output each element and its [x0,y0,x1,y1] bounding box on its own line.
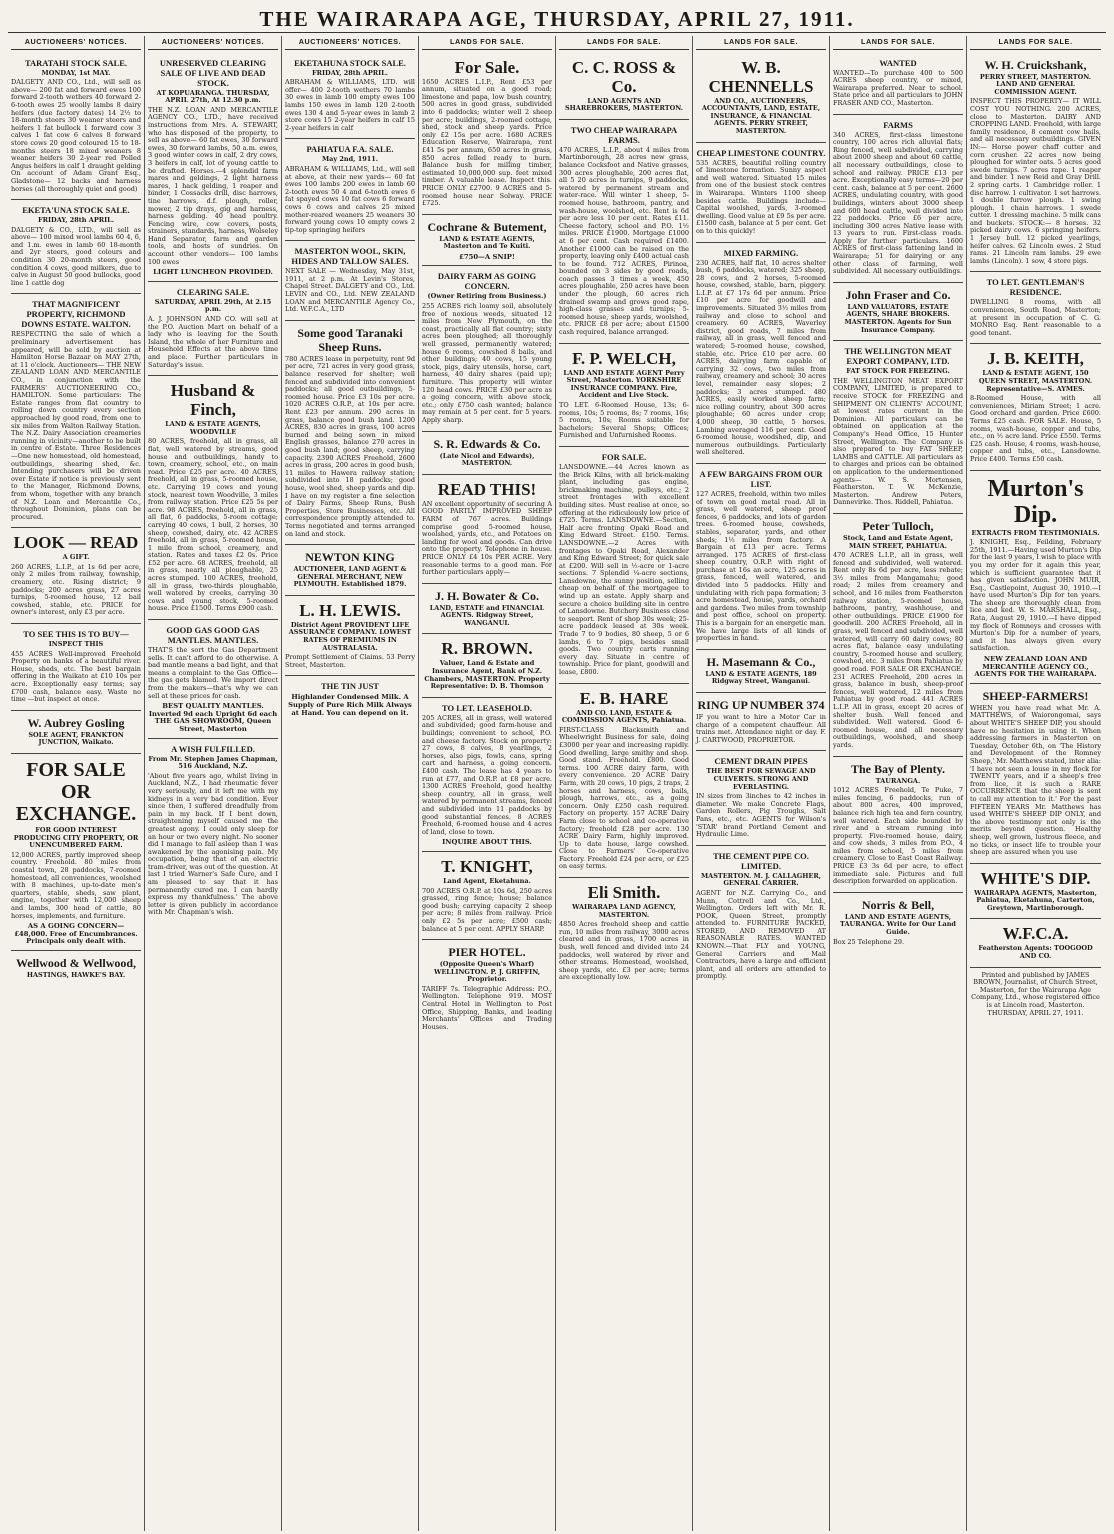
ad-title: J. H. Bowater & Co. [434,588,540,603]
advertisement [696,751,826,845]
ad-subtitle: FOR GOOD INTEREST PRODUCING CITY PROPERTY, OR UNENCUMBERED FARM. [13,825,139,850]
advertisement [833,283,963,341]
ad-title: F. P. WELCH, [572,348,676,368]
advertisement [11,951,141,986]
advertisement [696,243,826,464]
ad-title: WHITE'S DIP. [980,868,1091,888]
ad-title: L. H. LEWIS. [299,600,401,620]
advertisement [559,53,689,120]
ad-body: 535 ACRES, beautiful rolling country of limestone formation. Sunny aspect and well watered. Situated 15 miles from one of the busiest stock centres in Wairarapa. Winters 1100 sheep besides cattle. Buildings include—Capital woolshed, yards, 3-roomed dwelling. Good value at £9 5s per acre. £1500 cash, balance at 5 per cent. Get on to this quickly! [696,158,826,235]
advertisement [148,620,278,739]
ad-body: ABRAHAM & WILLIAMS, Ltd., will sell at above, at their new yards— 60 fat ewes 100 lambs 200 ewes in lamb 60 2-tooth ewes 50 4 and 6-tooth ewes 6 fat spayed cows 10 fat cows 6 forward cows 6 cows and calves 25 mixed mother-reared weaners 25 weaners 30 forward young cows 10 empty cows 2 tip-top springing heifers [285,164,415,234]
ad-title: NEWTON KING [305,550,395,565]
advertisement [970,471,1101,684]
ad-subtitle: May 2nd, 1911. [321,155,379,164]
ad-body: IF you want to hire a Motor Car in charge of a competent chauffeur. All trains met. Attendance night or day. F. J. CARTWOOD, PROPRIETOR. [696,713,826,744]
ad-title: THAT MAGNIFICENT PROPERTY, RICHMOND DOWNS ESTATE. WALTON. [21,299,131,330]
ad-footer: BEST QUALITY MANTLES. Inverted 9d each Upright 6d each THE GAS SHOWROOM, Queen Street, Masterton [148,702,278,733]
ad-body: 80 ACRES, freehold, all in grass, all flat, well watered by streams, good house and outbuildings, handy to town, creamery, school, etc., on main road. Price £25 per acre. 40 ACRES, freehold, all in grass, 5-roomed house, etc. Carrying 19 cows and young stock, nearest town Woodville, 3 miles from railway station. Price £25 5s per acre. 98 ACRES, freehold, all in grass, all flat, 6 paddocks, 5-room cottage; carrying 40 cows, 1 bull, 2 horses, 30 sheep, cowshed, dairy, etc. 42 ACRES freehold, all in grass, 5-roomed house, 1 mile from school, creamery, and station. Rates and taxes £2 0s. Price £52 per acre. 68 ACRES, freehold, all in grass, nearly all ploughable, 25 acres stumped. 100 ACRES, freehold, all in grass, two-thirds ploughable, well watered by creeks, carrying 30 cows and young stock, 5-roomed house. Price £1500. Terms £900 cash. [148,437,278,613]
advertisement [148,282,278,376]
ad-body: WHEN you have read what Mr. A. MATTHEWS, of Waiorongomai, says about WHITE'S SHEEP DIP, you should have no hesitation in using it. When addressing farmers in Masterton on Tuesday, October 6th, on 'The History and Development of the Romney Sheep,' Mr. Matthews stated, inter alia: 'I have not seen a louse in my flock for TWENTY years, and if a sheep's free from lice, it is such a RARE OCCURRENCE that the sheep is sent to call my attention to it.' For the past FIFTEEN YEARS Mr. Matthews has used WHITE'S SHEEP DIP ONLY, and the above testimony not only is the merits beyond question. Healthy sheep, well grown, lustrous fleece, and no ticks, or insect life to trouble your sheep are assured when you use [970,703,1101,857]
ad-title: THE CEMENT PIPE CO. LIMITED. [713,850,809,871]
ad-title: Some good Taranaki Sheep Runs. [297,325,403,354]
ad-body: J. KNIGHT, Esq., Feilding, February 25th, 1911.—Having used Murton's Dip for the last 9 years, I wish to place with you my order for it again this year, which is sufficient guarantee that it has given satisfaction. JOHN MUIR, Esq., Castlepoint, August 30, 1910.—I have used Murton's Dip for ten years. The sheep are thoroughly clean from lice and ked. W. S. MARSHALL, Esq., Rata, August 29, 1910.—I have dipped my flock of Romneys and crosses with Murton's Dip for a number of years, and it has always given every satisfaction. [970,538,1101,653]
ad-subtitle: AT KOPUARANGA. THURSDAY, APRIL 27th, At 12.30 p.m. [156,88,270,105]
ad-title: J. B. KEITH, [987,349,1084,369]
column-header: LANDS FOR SALE. [559,36,689,50]
advertisement [422,53,552,215]
ad-subtitle: SATURDAY, APRIL 29th, At 2.15 p.m. [154,297,272,314]
ad-title: A FEW BARGAINS FROM OUR LIST. [699,468,823,489]
column-header: AUCTIONEERS' NOTICES. [285,36,415,50]
ad-body: 455 ACRES Well-improved Freehold Property on banks of a beautiful river. House, sheds, etc. The best bargain offering in the Waikato at £10 10s per acre. Exceptionally easy terms; say £700 cash, balance easy. Waste no time —but inspect at once. [11,649,141,704]
ad-title: W. Aubrey Gosling [27,715,125,730]
advertisement [696,143,826,243]
ad-footer: LIGHT LUNCHEON PROVIDED. [153,268,273,277]
ad-subtitle: FAT STOCK FOR FREEZING. [846,367,950,376]
ad-body: A. J. JOHNSON AND CO. will sell at the P.O. Auction Mart on behalf of a lady who is leaving for the South Island, the whole of her Furniture and Household Effects at the above time and place. Further particulars in Saturday's issue. [148,315,278,369]
ad-title: S. R. Edwards & Co. [433,436,541,451]
column-3 [282,36,419,1531]
advertisement [285,596,415,677]
ad-subtitle: SOLE AGENT, FRANKTON JUNCTION, Waikato. [28,730,124,747]
ad-body: 260 ACRES, L.I.P., at 1s 6d per acre, only 2 miles from railway, township, creamery, etc. Rising district; 9 paddocks; 200 acres grass, 27 acres turnips, 5-roomed house, 12 bail cowshed, stable, etc. PRICE for owner's interest, only £3 per acre. [11,562,141,617]
advertisement [422,475,552,584]
advertisement [11,624,141,711]
column-header: AUCTIONEERS' NOTICES. [148,36,278,50]
advertisement [148,376,278,620]
ad-subtitle: WAIRARAPA AGENTS, Masterton, Pahiatua, Eketahuna, Carterton, Greytown, Martinborough. [974,888,1097,912]
ad-subtitle: MONDAY, 1st MAY. [41,68,111,77]
ad-body: 470 ACRES L.I.P., all in grass, well fenced and subdivided, well watered. Rent only 8s 6d per acre, less rebate; 3½ miles from Mangamahu; good road; 2 miles from creamery and school, and 16 miles from Featherston railway station, 5-roomed house, bathroom, pantry, washhouse, and other outbuildings. PRICE £1900 for goodwill. 200 ACRES Freehold, all in grass, well fenced and subdivided, well watered, will carry 60 dairy cows; 80 acres flat, balance easy undulating country, 5-roomed house and scullery, cowshed, etc. 3 miles from Pahiatua by good road. FOR SALE OR EXCHANGE. 231 ACRES Freehold, 200 acres in grass, balance in bush, sheep-proof fences, well watered, 12 miles from Pahiatua by good road. 441 ACRES L.I.P. All in grass, except 20 acres of shelter bush. Well fenced and subdivided. Well watered. Good 6-roomed house, and all necessary outbuildings, woolshed, and sheep yards. [833,551,963,749]
ad-title: MIXED FARMING. [723,247,799,258]
ad-subtitle: AUCTIONEER, LAND AGENT & GENERAL MERCHANT, NEW PLYMOUTH. Established 1879. [293,565,407,589]
ad-title: GOOD GAS GOOD GAS MANTLES. MANTLES. [166,625,260,646]
ad-body: TO LET. 6-Roomed House, 13s; 6-rooms, 10s; 5 rooms, 8s; 7 rooms, 16s; 5 rooms, 10s; Rooms suitable for bachelors; Several Shops; Offices; Furnished and Unfurnished Rooms. [559,401,689,440]
masthead: THE WAIRARAPA AGE, THURSDAY, APRIL 27, 1911. [8,6,1106,33]
ad-title: LOOK — READ [13,533,139,553]
ad-body: DWELLING 8 rooms, with all conveniences, South Road, Masterton; at present in occupation of C. G. MONRO Esq. Rent reasonable to a good tenant. [970,298,1101,337]
ad-title: H. Masemann & Co., [706,654,816,669]
advertisement [559,120,689,344]
ad-body: AN excellent opportunity of securing A GOOD PARTLY IMPROVED SHEEP FARM of 767 acres. Buildings comprise good 5-roomed house, woolshed, yards, etc., and Potatoes on landing for wool and goods. Can drive onto the property. Telephone in house. PRICE ONLY £4 10s PER ACRE. Very reasonable terms to a good man. For further particulars apply— [422,499,552,577]
ad-subtitle: LAND & ESTATE AGENTS, 189 Ridgway Street, Wanganui. [705,669,817,686]
advertisement [148,739,278,923]
column-8 [967,36,1104,1531]
ad-body: 'About five years ago, whilst living in Auckland, N.Z., I had rheumatic fever very seriously, and it left me with my kidneys in a very bad condition. Ever since then, I suffered dreadfully from pain in my back. If I bent down, straightening myself caused me the greatest agony. I could only sleep for an hour or two every night. No sooner did I manage to fall asleep than I was awakened by the agonising pain. My occupation, being that of an electric tram-driver, was out of the question. At last I tried Warner's Safe Cure, and I am pleased to say that it has permanently cured me. I can hardly express my thankfulness.' The above letter is given publicly in accordance with Mr. Chapman's wish. [148,771,278,917]
ad-subtitle: AND CO., AUCTIONEERS, ACCOUNTANTS, LAND, ESTATE, INSURANCE, & FINANCIAL AGENTS. PERRY STREET, MASTERTON. [701,96,821,135]
advertisement [696,464,826,650]
ad-title: CLEARING SALE. [176,286,250,297]
ad-body: RESPECTING the sale of which a preliminary advertisement has appeared, will be sold by auction at Hamilton Horse Bazaar on MAY 27th, at 11 o'clock. Auctioneers— THE NEW ZEALAND LOAN AND MERCANTILE CO., in conjunction with the FARMERS' AUCTIONEERING CO., HAMILTON. Some particulars: The Estate ranges from flat country to rolling down country every section approached by good road, from one to six miles from Walton Railway Station. The N.Z. Dairy Association creameries running in vicinity—another to be built in centre of Estate. Three Residences —One new homestead, old homestead, outbuildings, shearing shed, &c. Intending purchasers will be driven over Estate if notice is previously sent to the Manager, Richmond Downs, from whom, together with any branch of N.Z. Loan and Mercantile Co., throughout Dominion, plans can be procured. [11,330,141,521]
column-6 [693,36,830,1531]
advertisement [559,878,689,988]
ad-title: Cochrane & Butement, [427,219,547,234]
ad-title: Murton's Dip. [987,475,1084,528]
ad-subtitle: FRIDAY, 28th APRIL. [38,216,114,225]
ad-subtitle: LAND, ESTATE and FINANCIAL AGENTS. Ridgway Street, WANGANUI. [429,603,545,627]
column-4 [419,36,556,1531]
ad-subtitle: LAND AGENTS AND SHAREBROKERS, MASTERTON. [564,96,684,113]
ad-body: 205 ACRES, all in grass, well watered and subdivided; good farm-house and buildings; convenient to school, P.O. and cheese factory. Stock on property: 27 cows, 8 calves, 8 yearlings, 2 horses, also pigs, fowls, cans, spring cart and harness, a going concern. £400 cash. The lease has 4 years to run at £77, and O.R.P. at £8 per acre. 1300 ACRES Freehold, good healthy sheep country, all in grass, well watered by permanent streams, fenced and subdivided into 11 paddocks by good substantial fences. 8 ACRES Freehold, 6-roomed house and 4 acres of land, close to town. [422,713,552,836]
ad-body: 780 ACRES lease in perpetuity, rent 9d per acre, 721 acres in very good grass, balance reserved for shelter; well fenced and subdivided into convenient paddocks; all good outbuildings, 5-roomed house. Price £3 10s per acre. 1020 ACRES O.R.P., at 10s per acre. Rent £23 per annum. 290 acres in grass, balance good bush land. 1200 ACRES, 830 acres in grass, 100 acres burned and being sown in mixed English grasses, balance 270 acres in good bush land; good sheep, carrying capacity. 2390 ACRES Freehold, 2600 acres in grass, 200 acres in good bush, 11 miles to Hawera railway station; subdivided into 18 paddocks; good house, wool shed, sheep yards and dip. I have on my register a fine selection of Dairy Farms, Sheep Runs, Bush Properties, Store Businesses, etc. All correspondence promptly attended to. Terms negotiated and terms arranged on land and stock. [285,354,415,538]
ad-body: TARIFF 7s. Telegraphic Address: P.O., Wellington. Telephone 919. MOST Central Hotel in Wellington to Post Office, Shipping, Banks, and leading Merchants' Offices and Trading Houses. [422,984,552,1031]
column-2 [145,36,282,1531]
ad-title: DAIRY FARM AS GOING CONCERN. [437,271,537,292]
ad-body: 230 ACRES, half flat, 10 acres shelter bush, 6 paddocks, watered; 325 sheep, 28 cows, and 2 horses, 5-roomed house, cowshed, stable, barn, piggery. L.I.P. at £7 17s 6d per annum. Price £10 per acre for goodwill and improvements. Situated 3½ miles from railway and close to school and creamery. 60 ACRES, Waverley district, good roads, 7 miles from railway, all in grass, well fenced and watered; 5-roomed house, cowshed, stable, etc. Price £10 per acre. 60 ACRES, dairying farm capable of carrying 32 cows, two miles from railway, creamery and school; 30 acres level, remainder easy slopes; 2 paddocks; 3 acres stumped. 480 ACRES, easily worked sheep farm; nice rolling country, about 300 acres ploughable; 60 acres under crop; 4,000 sheep, 30 cattle, 5 horses. Lambing averaged 116 per cent. Good 6-roomed house, woodshed, dip, and numerous outbuildings. Particularly well sheltered. [696,258,826,457]
advertisement [422,432,552,475]
advertisement [285,545,415,596]
ad-title: THE TIN JUST [321,681,379,692]
ad-body: WANTED—To purchase 400 to 500 ACRES sheep country, or mixed, Wairarapa preferred. Near to school. State price and all particulars to JOHN FRASER AND CO., Masterton. [833,68,963,107]
ad-subtitle: LAND AND ESTATE AGENTS, TAURANGA. Write for Our Land Guide. [840,912,956,937]
ad-footer: Highlander Condensed Milk. A Supply of Pure Rich Milk Always at Hand. You can depend on it. [288,693,412,717]
ad-body: LANSDOWNE.—44 Acres known as the Brick Kilns, with all brick-making plant, including gas engine, brickmaking machine, pulleys, etc.; 2 street frontages with excellent building sites. Must realise at once, so offering at the ridiculously low price of £725. Terms. LANSDOWNE.—Section, Half acre fronting Opaki Road and King Edward Street. £150. Terms. LANSDOWNE.—2 Acres with frontages to Opaki Road, Alexander and King Edward Street; for quick sale at £200. Will sell in ½-acre or 1-acre sections. 7 Splendid ¼-acre sections, Lansdowne, the sunny position, selling cheap on behalf of the mortgagee to wind up an estate. Apply sharp and secure a choice building site in centre of Lansdowne. Butchery Business close to seaport. Rent of shop 30s week; 25-acre paddock leased at 30s week. Trade 7 to 9 bodies, 80 sheep, 5 or 6 lambs, 6 to 7 pigs, besides small goods. Two country carts running every day. Situate in centre of township. Price for plant, goodwill and lease, £800. [559,462,689,676]
ad-title: W.F.C.A. [1002,924,1069,944]
ad-subtitle: INSPECT THIS [48,640,104,649]
ad-subtitle: LAND AND ESTATE AGENT Perry Street, Masterton. YORKSHIRE INSURANCE COMPANY. Fire, Accident and Live Stock. [563,368,685,400]
ad-subtitle: WAIRARAPA LAND AGENCY, MASTERTON. [572,903,676,919]
advertisement [833,514,963,757]
advertisement [422,634,552,697]
ad-title: W. B. CHENNELLS [708,57,814,96]
advertisement [970,919,1101,967]
column-header: LANDS FOR SALE. [422,36,552,50]
ad-title: CHEAP LIMESTONE COUNTRY. [696,147,826,158]
ad-subtitle: HASTINGS, HAWKE'S BAY. [26,970,126,979]
advertisement [422,266,552,431]
column-header: LANDS FOR SALE. [833,36,963,50]
ad-subtitle: Stock, Land and Estate Agent, MAIN STREET, PAHIATUA. [842,533,954,550]
advertisement [970,344,1101,470]
ad-body: THAT'S the sort the Gas Department sells. It can't afford to do otherwise. A bad mantle means a bad light, and that means a complaint to the Gas Office—the gas gets blamed. We import direct from the makers—that's why we can sell at these prices for cash. [148,646,278,700]
ad-title: A WISH FULFILLED. [171,743,255,754]
ad-subtitle: Land Agent, Eketahuna. [443,876,531,885]
ad-title: TARATAHI STOCK SALE. [24,57,128,68]
ad-title: T. KNIGHT, [441,856,533,876]
ad-subtitle: THE BEST FOR SEWAGE AND CULVERTS. STRONG AND EVERLASTING. [706,767,816,791]
ad-title: E. B. HARE [579,688,669,708]
ad-body: Prompt Settlement of Claims. 53 Perry Street, Masterton. [285,653,415,669]
advertisement [285,676,415,721]
advertisement [422,215,552,267]
advertisement [11,294,141,528]
ad-body: 700 ACRES O.R.P. at 10s 6d, 250 acres grassed, ring fence; house; balance good bush; carrying capacity 2 sheep per acre; 8 miles from railway. Price only £2 5s per acre; £500 cash; balance at 5 per cent. APPLY SHARP. [422,886,552,933]
ad-title: FARMS [883,119,913,130]
ad-body: THE N.Z. LOAN AND MERCANTILE AGENCY CO., LTD., have received instructions from Mrs. A. STEWART, who has disposed of the property, to sell as above— 60 fat ewes, 30 forward ewes, 30 forward lambs, 50 a.m. ewes, 3 good winter cows in calf, 2 dry cows, 3 heifers in calf, lot of young cattle to be drafted. Horses.—4 splendid farm mares and geldings, 2 light harness mares, 1 hack gelding, 1 reaper and binder, 1 Cossacks drill, disc harrows, tine harrows, d.f. plough, roller, mower, 2 tip drays, gig and harness, harness gelding. 40 head poultry. Fencing wire, cow covers, posts, strainers, standards, harness, Wolseley Hand Separator, farm and garden tools, and hosts of sundries. On account other vendors— 100 lambs 100 ewes [148,105,278,266]
ad-subtitle: EXTRACTS FROM TESTIMONIALS. [971,528,1100,537]
column-1 [8,36,145,1531]
column-header: LANDS FOR SALE. [970,36,1101,50]
advertisement [422,584,552,635]
ad-subtitle: (Opposite Queen's Wharf) WELLINGTON. P. J. GRIFFIN, Proprietor. [434,960,540,984]
ad-title: PAHIATUA F.A. SALE. [306,144,394,155]
ad-footer: AS A GOING CONCERN— £48,000. Free of Encumbrances. Principals only dealt with. [14,922,138,946]
advertisement [285,241,415,321]
column-7 [830,36,967,1531]
ad-subtitle: (Owner Retiring from Business.) [427,292,547,301]
ad-footer: £750—A SNIP! [459,252,515,261]
ad-title: The Bay of Plenty. [850,761,945,776]
advertisement [11,711,141,754]
ad-title: MASTERTON WOOL, SKIN, HIDES AND TALLOW SALES. [291,246,409,267]
advertisement [696,846,826,987]
advertisement [559,344,689,447]
advertisement [285,139,415,241]
ad-body: FIRST-CLASS Blacksmith and Wheelwright Business for sale, doing £3000 per year and increasing rapidly. Good dwelling, large smithy and shop. Good stand. Freehold. £800. Good terms. 100 ACRE dairy farm, with every convenience. 20 ACRE Dairy Farm, with 20 cows, 10 pigs, 2 traps, 2 horses and harness, cows, bails, plough, harrows, etc., as a going concern. Only £250 cash required. Factory on property. 157 ACRE Dairy Farm close to school and co-operative factory; freehold £28 per acre. 130 ACRE Dairy Farm, highly improved. Up to date house, large cowshed. Close to Farmers' Co-operative Factory. Freehold £24 per acre, or £25 on easy terms. [559,725,689,871]
ad-subtitle: PERRY STREET, MASTERTON. LAND AND GENERAL COMMISSION AGENT. [979,72,1092,96]
ad-subtitle: District Agent PROVIDENT LIFE ASSURANCE COMPANY. LOWEST RATES OF PREMIUMS IN AUSTRALASIA. [288,620,412,652]
advertisement [833,893,963,952]
advertisement [970,272,1101,344]
ad-subtitle: Featherston Agents: TOOGOOD AND CO. [978,944,1093,961]
ad-title: TO LET. GENTLEMAN'S RESIDENCE. [986,277,1085,298]
ad-title: Peter Tulloch, [862,518,934,533]
column-header: AUCTIONEERS' NOTICES. [11,36,141,50]
ad-body: INSPECT THIS PROPERTY— IT WILL COST YOU NOTHING. 200 ACRES, close to Masterton. DAIRY AND CROPPING LAND. Freehold, with large family residence, 8 cement cow bails, and all necessary outbuildings. GIVEN IN:— Horse power chaff cutter and corn crusher. 22 acres now being ploughed for winter oats. 5 acres good swede turnips. 7 acres rape. 1 reaper and binder. 1 new Reid and Gray Drill. 2 spring carts. 1 Cambridge roller. 1 disc harrow. 1 cultivator. 1 set harrows. 1 double furrow plough. 1 swing plough. 1 chain harrows. 1 swede cutter. 1 dressing machine. 5 milk cans and buckets. STOCK:— 8 horses. 32 picked dairy cows. 6 springing heifers. 1 Jersey bull. 12 picked yearlings, heifer calves. 62 Lincoln ewes. 2 Stud rams. 21 Lincoln ram lambs. 29 ewe lambs (Lincoln). 1 sow, 4 store pigs. [970,97,1102,265]
ad-body: 4850 Acres freehold sheep and cattle run, 10 miles from railway, 3000 acres cleared and in grass, 1700 acres in bush, well fenced and divided into 24 paddocks, well watered by river and other streams. Homestead, woolshed, sheep yards, etc. £3 per acre; terms are exceptionally low. [559,920,689,982]
ad-title: CEMENT DRAIN PIPES [714,756,808,767]
ad-subtitle: TAURANGA. [875,776,921,785]
ad-body: DALGETY AND CO., Ltd., will sell as above— 200 fat and forward ewes 100 forward 2-tooth wethers 40 forward 2-6-tooth ewes 25 woolly lambs 8 dairy heifers (due factory dates) 14 2½ to 18-month steers 30 weaner steers and heifers 1 fat bullock 1 forward cow 3 calves 1 fat cow 6 calves 8 forward store cows 20 good coloured 15 to 18-months steers 18 mixed weaners 8 weaner heifers 30 2-year red Polled Angus heifers in calf 1 draught gelding On account of Adam Grant Esq., Gladstone— 12 backs and harness horses (all thoroughly quiet and good) [11,78,141,193]
ad-title: John Fraser and Co. [845,287,951,302]
ad-title: TWO CHEAP WAIRARAPA FARMS. [570,124,678,145]
advertisement [833,757,963,893]
ad-title: UNRESERVED CLEARING SALE OF LIVE AND DEAD STOCK. [159,57,267,88]
ad-title: READ THIS! [437,479,537,499]
ad-body: 127 ACRES, freehold, within two miles of town on good metal road. All in grass, well watered, sheep proof fences, 6 paddocks, and lots of garden trees. 6-roomed house, cowsheds, stables, separator, yards, and other sheds; 1½ miles from factory. A Bargain at £13 per acre. Terms arranged. 175 ACRES of first-class sheep country, O.R.P. with right of purchase at 16s an acre, 125 acres in grass, fenced, well watered, and divided into 5 paddocks. Hilly and undulating with rich papa formation; 3 acre homestead, house, yards, orchard and gardens. Two miles from township and post office, school on property. This is a bargain for an energetic man. We have large lists of all kinds of properties in hand. [696,489,826,643]
advertisement [11,754,141,951]
ad-body: 1012 ACRES Freehold, Te Puke, 7 miles fencing, 6 paddocks, run of about 800 acres, 400 improved, balance rich high tea and fern country, well watered. Each side bounded by river and a stream running into property. Five-roomed house, dairy, and cow sheds, 3 miles from P.O., 4 miles from school, 5 miles from creamery. Close to East Coast Railway. PRICE £3 3s 6d per acre, to effect immediate sale. Pictures and full description forwarded on application. [833,786,963,886]
ad-body: 340 ACRES, first-class limestone country, 100 acres rich alluvial flats; Ring fenced, well subdivided, carrying about 2000 sheep and about 60 cattle, all necessary outbuildings, close to school and railway. PRICE £13 per acre. Exceptionally easy terms—20 per cent. cash, balance at 5 per cent. 2600 ACRES, undulating country, with good buildings, winters about 3000 sheep and 600 head cattle, well divided into 22 paddocks. Price £6 per acre, including 300 acres Native lease with 13 years to run. First-class roads. Apply for further particulars. 1600 ACRES of first-class fattening land in Wairarapa; 51 for dairying or any other class of farming, well subdivided. All necessary outbuildings. [833,130,963,276]
advertisement [11,200,141,294]
advertisement [422,698,552,852]
ad-title: Norris & Bell, [861,897,935,912]
ad-footer: INQUIRE ABOUT THIS. [442,838,532,847]
column-header: LANDS FOR SALE. [696,36,826,50]
ad-subtitle: MASTERTON. M. J. CALLAGHER, GENERAL CARRIER. [700,871,822,888]
advertisement [559,447,689,684]
ad-title: EKETAHUNA STOCK SALE. [294,57,406,68]
ad-title: EKETA'UNA STOCK SALE. [22,205,130,216]
ad-footer: NEW ZEALAND LOAN AND MERCANTILE AGENCY CO., AGENTS FOR THE WAIRARAPA. [974,655,1097,679]
ad-title: Eli Smith. [587,883,661,903]
advertisement [696,650,826,693]
advertisement [970,864,1101,920]
ad-subtitle: AND CO. LAND, ESTATE & COMMISSION AGENTS, Pahiatua. [561,708,687,725]
ad-body: 1650 ACRES L.I.P., Rent £53 per annum, situated on a good road; limestone and papa, low bush country, 500 acres in good grass, subdivided into 6 paddocks; winter well 2 sheep per acre; buildings, 2-roomed cottage, shed, stock and sheep yards. Price only £2 15s per acre. 1680 ACRES Education Reserve, Wairarapa, rent £41 5s per annum, 650 acres in grass, 850 acres felled ready to burn. Balance bush for milling timber, estimated 10,000,000 sup. feet mixed timber. A valuable lease. Inspect this. PRICE ONLY £2700. 9 ACRES and 5-roomed house near Solway. PRICE £725. [422,77,552,208]
ad-title: SHEEP-FARMERS! [982,688,1089,703]
ad-body: THE WELLINGTON MEAT EXPORT COMPANY, LIMITED, is prepared to receive STOCK for FREEZING and SHIPMENT ON CLIENTS' ACCOUNT, at lowest rates current in the Dominion. All particulars can be obtained on application at the Company's Head Office, 15 Hunter Street, Wellington. The Company is also prepared to buy FAT SHEEP, LAMBS and CATTLE. All particulars as to charges and prices can be obtained on application to the undermentioned agents— W. S. Mortensen, Featherston. T. W. McKenzie, Masterton. Andrew Peters, Dannevirke. Thos. Riddell, Pahiatua. [833,376,963,507]
ad-body: 12,000 ACRES, partly improved sheep country. Freehold. 80 miles from coastal town, 28 paddocks, 7-roomed homestead, all conveniences, woolshed with 8 machines, up-to-date men's quarters, stable, sheds, saw plant, engine, together with 12,000 sheep and lambs, 300 head of cattle, 80 horses, implements, and furniture. [11,850,141,920]
advertisement [970,53,1101,273]
advertisement [833,53,963,115]
ad-body: NEXT SALE — Wednesday, May 31st, 1911, at 2 p.m. At Levin's Stores, Chapel Street. DALGETY and CO., Ltd. LEVIN and CO., Ltd. NEW ZEALAND LOAN and MERCANTILE Agency Co., Ltd. W.F.C.A., LTD [285,267,415,314]
advertisement [833,341,963,514]
columns-container [8,36,1106,1531]
ad-subtitle: From Mr. Stephen James Chapman, 516 Auckland, N.Z. [148,754,278,771]
ad-title: WANTED [879,57,917,68]
ad-title: RING UP NUMBER 374 [697,698,825,712]
advertisement [696,53,826,143]
advertisement [148,53,278,282]
ad-title: For Sale. [454,57,520,77]
ad-title: Husband & Finch, [170,381,256,420]
ad-body: 255 ACRES rich loamy soil, absolutely free of noxious weeds, situated 12 miles from New Plymouth, on the coast, practically all flat country; sixty acres been ploughed; all thoroughly well grassed, permanently watered; house 6 rooms, cowshed 8 bails, and other buildings; 40 cows, 15 young stock, pigs, dairy utensils, horse, cart, harness, 40 dairy shares (paid up); furniture. This property will winter 120 head cows. PRICE £30 per acre as a going concern, with above stock, etc.; only £750 cash wanted; balance may remain at 5 per cent. for 5 years. Apply sharp. [422,302,552,424]
ad-body: ABRAHAM & WILLIAMS, LTD. will offer— 400 2-tooth wethers 70 lambs 30 ewes in lamb 100 empty ewes 100 lambs 150 ewes in lamb 120 2-tooth ewes 130 4 and 5-year ewes in lamb 2 store cows 15 2-year heifers in calf 15 2-year heifers in calf [285,78,415,132]
advertisement [422,852,552,940]
advertisement [11,528,141,624]
ad-title: TO SEE THIS IS TO BUY— [23,629,129,640]
ad-subtitle: LAND VALUATORS, ESTATE AGENTS, SHARE BROKERS. MASTERTON. Agents for Sun Insurance Company. [844,302,952,334]
ad-title: Wellwood & Wellwood, [15,955,137,970]
advertisement [833,115,963,283]
ad-subtitle: LAND & ESTATE AGENTS, WOODVILLE [165,420,261,436]
ad-subtitle: FRIDAY, 28th APRIL. [312,68,388,77]
ad-title: TO LET. LEASEHOLD. [442,702,532,713]
advertisement [285,321,415,545]
advertisement [559,684,689,878]
ad-body: 470 ACRES, L.I.P., about 4 miles from Martinborough, 28 acres new grass, balance Cocksfoot and Native grasses, 300 acres ploughable, 200 acres flat, all 5 20 acres in turnips, 9 paddocks, watered by permanent stream and water-race. Will winter 1 sheep, 5-roomed house, bathroom, pantry, and wash-house, woolshed, etc. Rent is 6d per acre less 10 per cent. Rates £11. Cheese factory, school and P.O. 1½ miles. PRICE £1900. Mortgage £1000 at 6 per cent. Cash required £1400. Another £1000 can be raised on the property, leaving only £400 actual cash to be found. 712 ACRES, Pirinoa, bounded on 3 sides by good roads, coach passes 3 times a week, 450 acres ploughable, 250 acres have been under the plough, 60 acres rich drained swamp and grows good rape, high-class grasses and turnips; 5-roomed house, sheep yards, woolshed, etc. PRICE £8 per acre; about £1500 cash required, balance arranged. [559,145,689,337]
ad-body: DALGETY & CO., LTD., will sell as above— 100 mixed wool lambs 60 4, 6, and 1.m. ewes in lamb 60 18-month and 2yr steers, good colours and condition 30 20-month steers, good condition 4 cows, good milkers, due to calve in August 50 good bullocks, good line 1 cattle dog [11,225,141,287]
colophon: Printed and published by JAMES BROWN, Journalist, of Church Street, Masterton, for the Wairarapa Age Company, Ltd., whose registered office is at Lincoln road, Masterton. THURSDAY, APRIL 27, 1911. [971,970,1100,1017]
column-5 [556,36,693,1531]
advertisement [696,693,826,751]
ad-body: AGENT for N.Z. Carrying Co., and Munn, Cottrell and Co., Ltd., Wellington. Orders left with Mr. R. POOK, Queen Street, promptly attended to. FURNITURE PACKED, STORED, AND REMOVED AT REASONABLE RATES. WANTED KNOWN.—That FLY and YOUNG, General Carriers and Mail Contractors, have a large and efficient plant, and all orders are attended to promptly. [696,888,826,981]
advertisement [11,53,141,201]
ad-title: FOR SALE. [601,451,647,462]
advertisement [285,53,415,140]
ad-title: FOR SALE OR EXCHANGE. [15,758,137,825]
ad-title: PIER HOTEL. [448,945,526,960]
ad-body: 8-Roomed House, with all conveniences, Miriam Street; 1 acre. Good orchard and garden. Price £600. Terms £25 cash. FOR SALE. House, 5 rooms, wash-house, copper and tubs, etc., on ½ acre land. Price £550. Terms £25 cash. House, 4 rooms, wash-house, copper and tubs, etc., Lansdowne. Price £400. Terms £50 cash. [970,394,1101,463]
ad-title: THE WELLINGTON MEAT EXPORT COMPANY, LTD. [844,346,952,367]
ad-body: Box 25 Telephone 29. [833,937,905,946]
ad-subtitle: (Late Nicol and Edwards), MASTERTON. [439,451,535,468]
ad-title: W. H. Cruickshank, [984,57,1087,72]
ad-title: R. BROWN. [441,639,533,659]
ad-subtitle: A GIFT. [62,553,90,562]
ad-subtitle: LAND & ESTATE AGENTS, Masterton and Te Kuiti. [439,234,535,251]
ad-body: IN sizes from 3inches to 42 inches in diameter. We make Concrete Flags, Garden Rollers, Pig Troughs, Salt Pans, etc., etc. AGENTS for Wilson's 'STAR' brand Portland Cement and Hydraulic Lime. [696,792,826,839]
advertisement [970,684,1101,864]
advertisement [422,940,552,1037]
ad-subtitle: LAND & ESTATE AGENT, 150 QUEEN STREET, MASTERTON. Representative—S. AYMES. [978,369,1093,393]
ad-title: C. C. ROSS & Co. [571,57,677,96]
ad-subtitle: Valuer, Land & Estate and Insurance Agent, Bank of N.Z. Chambers, MASTERTON. Property Representative: D. B. Thomson [424,659,550,691]
